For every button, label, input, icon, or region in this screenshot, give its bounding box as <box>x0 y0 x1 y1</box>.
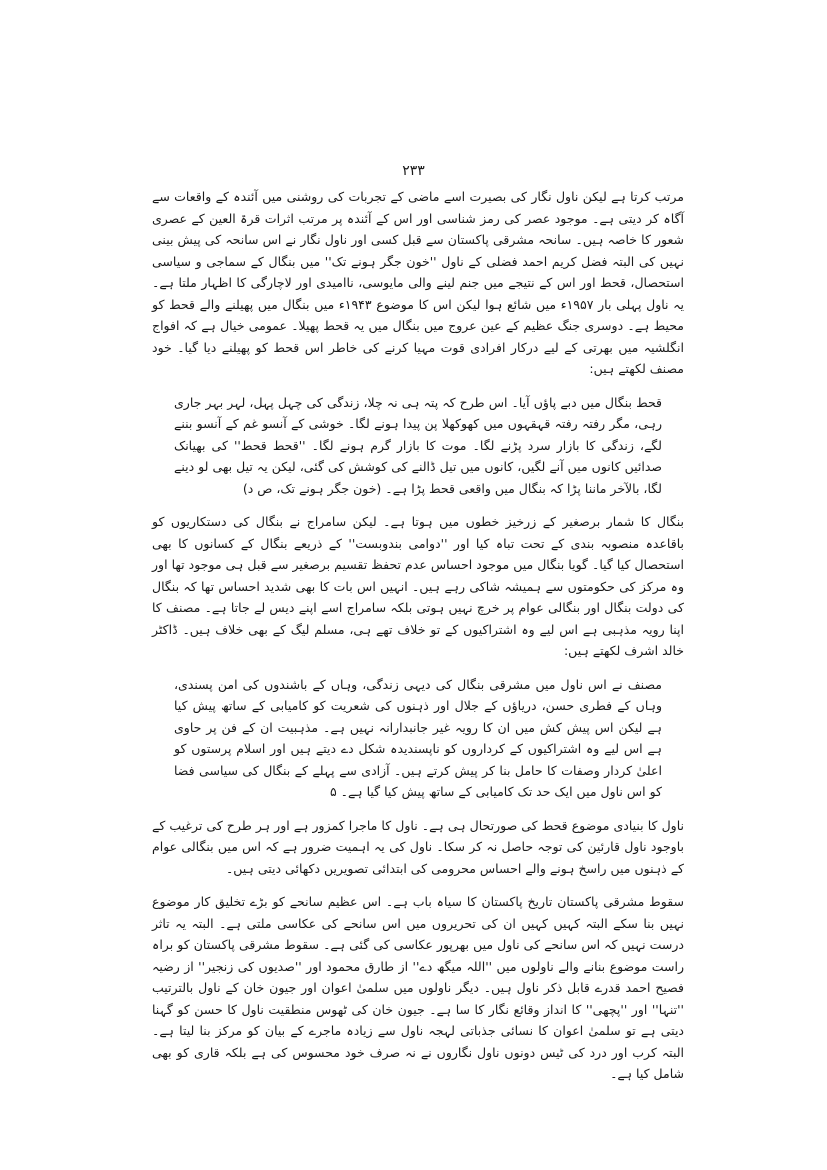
paragraph: ناول کا بنیادی موضوع قحط کی صورتحال ہی ہے۔ ناول کا ماجرا کمزور ہے اور ہر طرح کی ترغیب کے باوجود ناول قارئین کی توجہ حاصل نہ کر سکا۔ ناول کی یہ اہمیت ضرور ہے کہ اس میں بنگالی عوام کے ذہنوں میں راسخ ہونے والے احساس محرومی کی ابتدائی تصویریں دکھائی دیتی ہیں۔ <box>152 817 684 876</box>
page-body <box>152 186 684 1097</box>
block-quote: مصنف نے اس ناول میں مشرقی بنگال کی دیہی زندگی، وہاں کے باشندوں کی امن پسندی، وہاں کے فطری حسن، دریاؤں کے جلال اور ذہنوں کی شعریت کو کامیابی کے ساتھ پیش کیا ہے لیکن اس پیش کش میں ان کا رویہ غیر جانبدارانہ نہیں ہے۔ مذہبیت ان کے فن پر حاوی ہے اس لیے وہ اشتراکیوں کے کرداروں کو ناپسندیدہ شکل دے دیتے ہیں اور اسلام پرستوں کو اعلیٰ کردار وصفات کا حامل بنا کر پیش کرتے ہیں۔ آزادی سے پہلے کے بنگال کی سیاسی فضا کو اس ناول میں ایک حد تک کامیابی کے ساتھ پیش کیا گیا ہے۔ ۵ <box>174 676 662 799</box>
page-number: ۲۳۳ <box>402 163 425 179</box>
paragraph: مرتب کرتا ہے لیکن ناول نگار کی بصیرت اسے ماضی کے تجربات کی روشنی میں آئندہ کے واقعات سے آگاہ کر دیتی ہے۔ موجود عصر کی رمز شناسی اور اس کے آئندہ پر مرتب اثرات قرۃ العین کے عصری شعور کا خاصہ ہیں۔ سانحہ مشرقی پاکستان سے قبل کسی اور ناول نگار نے اس سانحہ کی پیش بینی نہیں کی البتہ فضل کریم احمد فضلی کے ناول ''خون جگر ہونے تک'' میں بنگال کے سماجی و سیاسی استحصال، قحط اور اس کے نتیجے میں جنم لینے والی مایوسی، ناامیدی اور لاچارگی کا اظہار ملتا ہے۔ یہ ناول پہلی بار ۱۹۵۷ء میں شائع ہوا لیکن اس کا موضوع ۱۹۴۳ء میں بنگال میں پھیلنے والے قحط کو محیط ہے۔ دوسری جنگ عظیم کے عین عروج میں بنگال میں یہ قحط پھیلا۔ عمومی خیال ہے کہ افواج انگلشیہ میں بھرتی کے لیے درکار افرادی قوت مہیا کرنے کی خاطر اس قحط کو پھیلنے دیا گیا۔ خود مصنف لکھتے ہیں: <box>152 189 684 376</box>
paragraph: بنگال کا شمار برصغیر کے زرخیز خطوں میں ہوتا ہے۔ لیکن سامراج نے بنگال کی دستکاریوں کو باقاعدہ منصوبہ بندی کے تحت تباہ کیا اور ''دوامی بندوبست'' کے ذریعے بنگال کے کسانوں کا بھی استحصال کیا گیا۔ گویا بنگال میں موجود احساس عدم تحفظ تقسیم برصغیر سے قبل ہی موجود تھا اور وہ مرکز کی حکومتوں سے ہمیشہ شاکی رہے ہیں۔ انہیں اس بات کا بھی شدید احساس تھا کہ بنگال کی دولت بنگال اور بنگالی عوام پر خرچ نہیں ہوتی بلکہ سامراج اسے اپنے دیس لے جاتا ہے۔ مصنف کا اپنا رویہ مذہبی ہے اس لیے وہ اشتراکیوں کے تو خلاف تھے ہی، مسلم لیگ کے بھی خلاف ہیں۔ ڈاکٹر خالد اشرف لکھتے ہیں: <box>152 514 684 658</box>
paragraph: سقوط مشرقی پاکستان تاریخ پاکستان کا سیاہ باب ہے۔ اس عظیم سانحے کو بڑے تخلیق کار موضوع نہیں بنا سکے البتہ کہیں کہیں ان کی تحریروں میں اس سانحے کی عکاسی ملتی ہے۔ البتہ یہ تاثر درست نہیں کہ اس سانحے کی ناول میں بھرپور عکاسی کی گئی ہے۔ سقوط مشرقی پاکستان کو براہ راست موضوع بنانے والے ناولوں میں ''اللہ میگھ دے'' از طارق محمود اور ''صدیوں کی زنجیر'' از رضیہ فصیح احمد قدرے قابل ذکر ناول ہیں۔ دیگر ناولوں میں سلمیٰ اعوان اور جیون خان کے ناول بالترتیب ''تنہا'' اور ''پچھی'' کا انداز وقائع نگار کا سا ہے۔ جیون خان کی ٹھوس منطقیت ناول کا حسن کو گہنا دیتی ہے تو سلمیٰ اعوان کا نسائی جذباتی لہجہ ناول سے زیادہ ماجرے کے بیان کو مرکز بنا لیتا ہے۔ البتہ کرب اور درد کی ٹیس دونوں ناول نگاروں نے نہ صرف خود محسوس کی ہے بلکہ قاری کو بھی شامل کیا ہے۔ <box>152 894 684 1081</box>
block-quote: قحط بنگال میں دبے پاؤں آیا۔ اس طرح کہ پتہ ہی نہ چلا، زندگی کی چہل پہل، لہر بہر جاری رہی، مگر رفتہ رفتہ قہقہوں میں کھوکھلا پن پیدا ہونے لگا۔ خوشی کے آنسو غم کے آنسو بننے لگے، زندگی کا بازار سرد پڑنے لگا۔ موت کا بازار گرم ہونے لگا۔ ''قحط قحط'' کی بھیانک صدائیں کانوں میں آنے لگیں، کانوں میں تیل ڈالنے کی کوشش کی گئی، لیکن یہ تیل بھی لو دینے لگا، بالآخر ماننا پڑا کہ بنگال میں واقعی قحط پڑا ہے۔ (خون جگر ہونے تک، ص د) <box>174 394 662 496</box>
